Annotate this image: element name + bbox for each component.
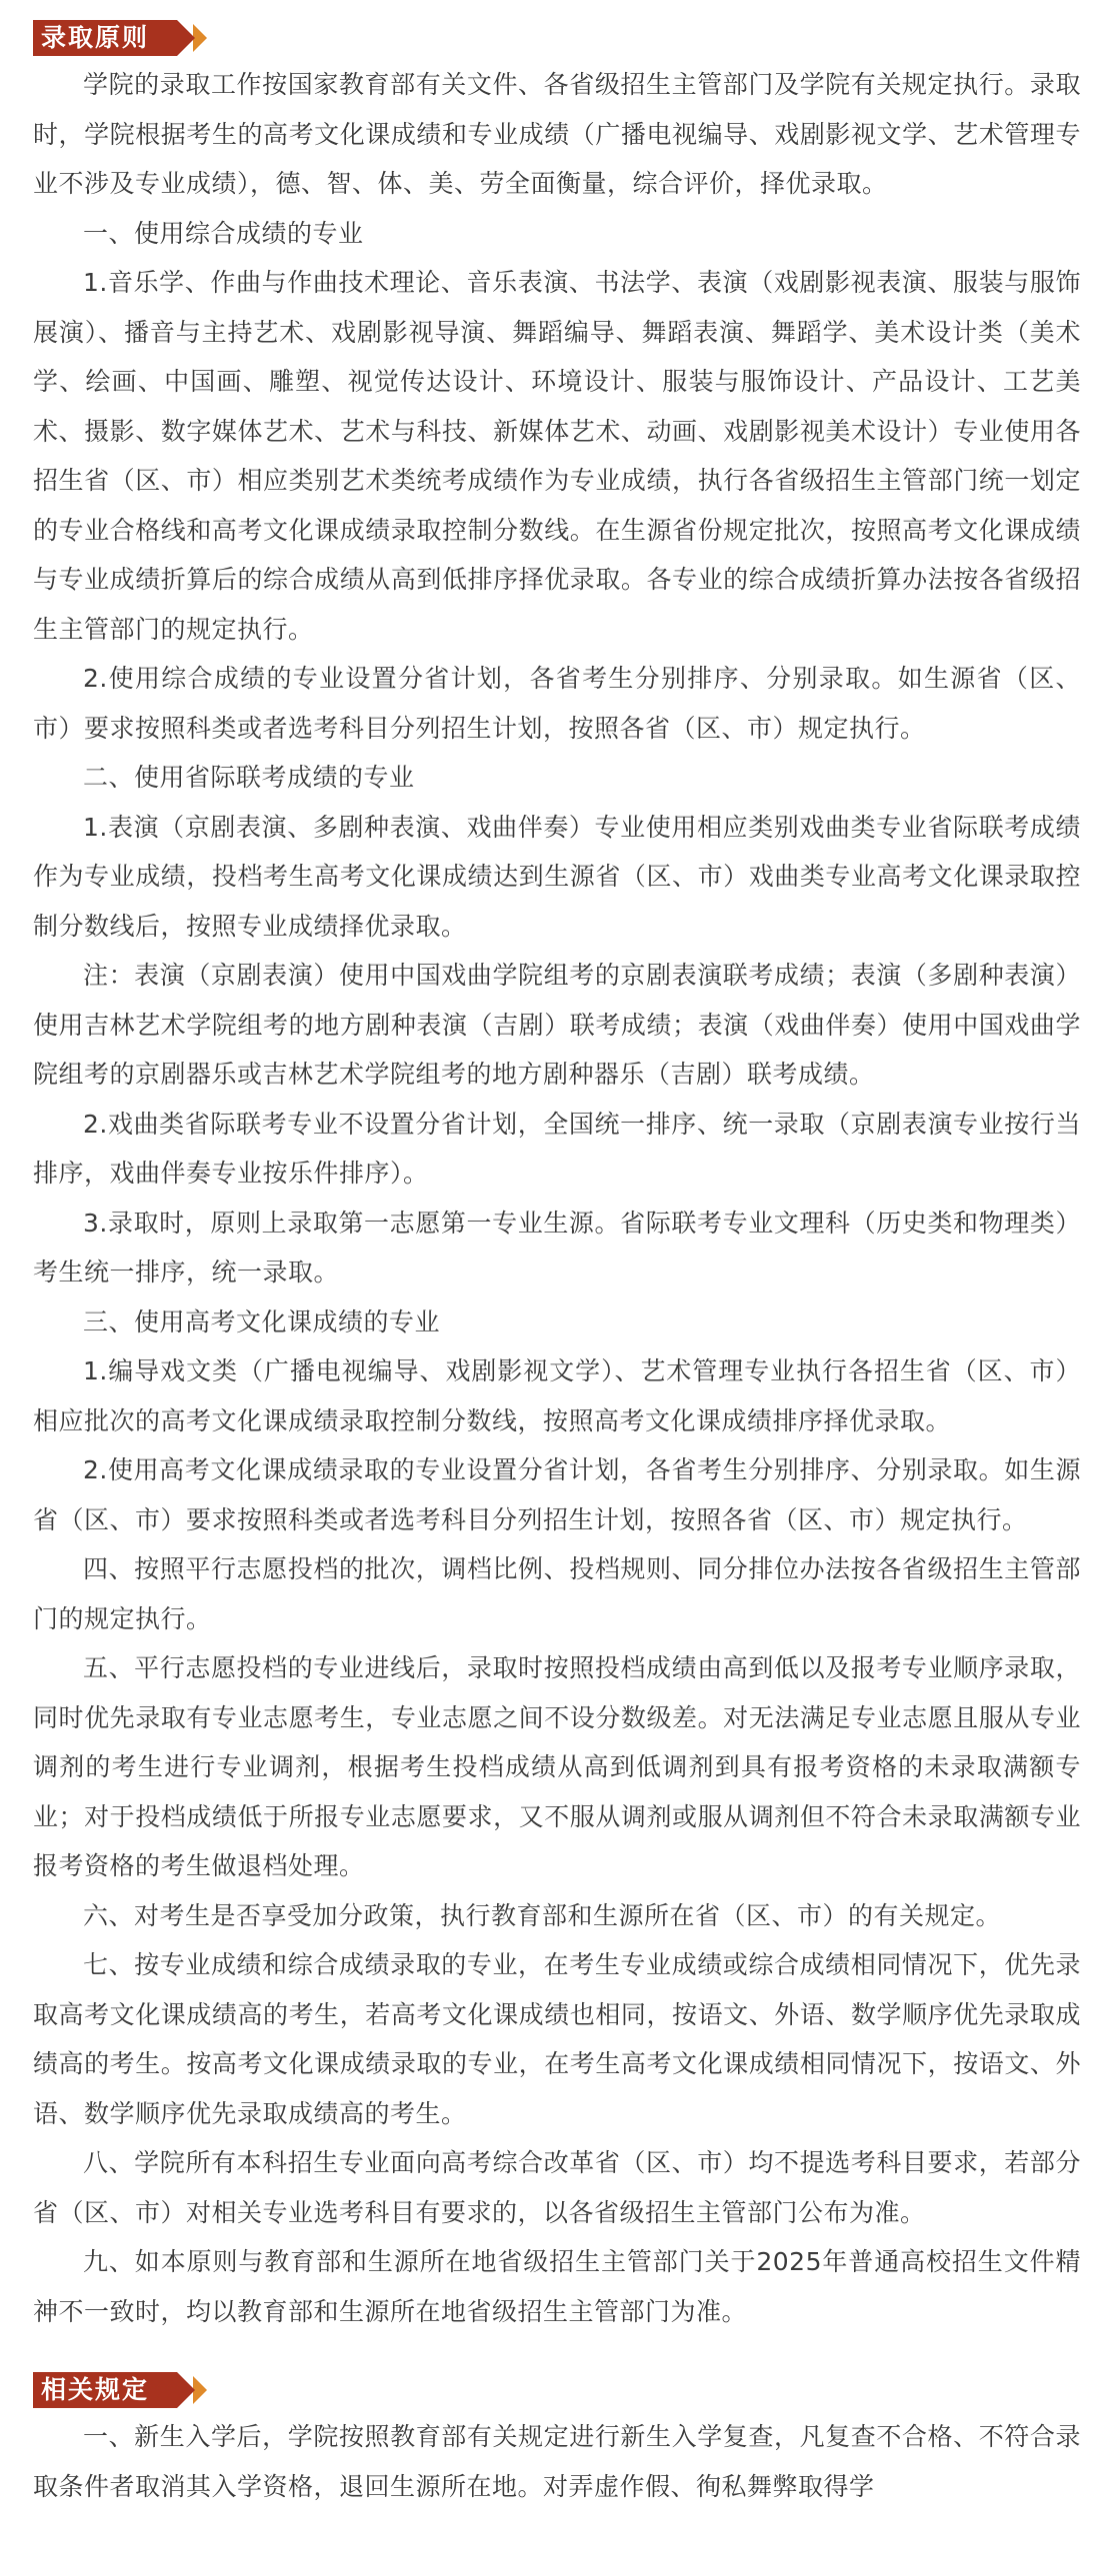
paragraph: 一、新生入学后，学院按照教育部有关规定进行新生入学复查，凡复查不合格、不符合录取条件者取消其入学资格，退回生源所在地。对弄虚作假、徇私舞弊取得学 (33, 2422, 1081, 2501)
section-heading-admission-principles: 录取原则 (33, 20, 177, 56)
paragraph: 注：表演（京剧表演）使用中国戏曲学院组考的京剧表演联考成绩；表演（多剧种表演）使用吉林艺术学院组考的地方剧种表演（吉剧）联考成绩；表演（戏曲伴奏）使用中国戏曲学院组考的京剧器乐或吉林艺术学院组考的地方剧种器乐（吉剧）联考成绩。 (33, 961, 1081, 1089)
paragraph: 3.录取时，原则上录取第一志愿第一专业生源。省际联考专业文理科（历史类和物理类）考生统一排序，统一录取。 (33, 1208, 1081, 1287)
paragraph: 二、使用省际联考成绩的专业 (83, 763, 415, 792)
paragraph: 七、按专业成绩和综合成绩录取的专业，在考生专业成绩或综合成绩相同情况下，优先录取高考文化课成绩高的考生，若高考文化课成绩也相同，按语文、外语、数学顺序优先录取成绩高的考生。按高考文化课成绩录取的专业，在考生高考文化课成绩相同情况下，按语文、外语、数学顺序优先录取成绩高的考生。 (33, 1950, 1081, 2128)
paragraph: 六、对考生是否享受加分政策，执行教育部和生源所在省（区、市）的有关规定。 (83, 1900, 1002, 1930)
paragraph: 2.戏曲类省际联考专业不设置分省计划，全国统一排序、统一录取（京剧表演专业按行当排序，戏曲伴奏专业按乐件排序）。 (33, 1109, 1081, 1188)
paragraph: 九、如本原则与教育部和生源所在地省级招生主管部门关于2025年普通高校招生文件精神不一致时，均以教育部和生源所在地省级招生主管部门为准。 (33, 2247, 1081, 2326)
article-body (33, 0, 1081, 2511)
paragraph: 四、按照平行志愿投档的批次，调档比例、投档规则、同分排位办法按各省级招生主管部门的规定执行。 (33, 1554, 1081, 1633)
paragraph: 学院的录取工作按国家教育部有关文件、各省级招生主管部门及学院有关规定执行。录取时，学院根据考生的高考文化课成绩和专业成绩（广播电视编导、戏剧影视文学、艺术管理专业不涉及专业成绩），德、智、体、美、劳全面衡量，综合评价，择优录取。 (33, 70, 1081, 198)
section-heading-related-regulations: 相关规定 (33, 2372, 177, 2408)
paragraph: 五、平行志愿投档的专业进线后，录取时按照投档成绩由高到低以及报考专业顺序录取，同时优先录取有专业志愿考生，专业志愿之间不设分数级差。对无法满足专业志愿且服从专业调剂的考生进行专业调剂，根据考生投档成绩从高到低调剂到具有报考资格的未录取满额专业；对于投档成绩低于所报专业志愿要求，又不服从调剂或服从调剂但不符合未录取满额专业报考资格的考生做退档处理。 (33, 1653, 1081, 1880)
paragraph: 1.表演（京剧表演、多剧种表演、戏曲伴奏）专业使用相应类别戏曲类专业省际联考成绩作为专业成绩，投档考生高考文化课成绩达到生源省（区、市）戏曲类专业高考文化课录取控制分数线后，按照专业成绩择优录取。 (33, 812, 1081, 941)
paragraph: 2.使用高考文化课成绩录取的专业设置分省计划，各省考生分别排序、分别录取。如生源省（区、市）要求按照科类或者选考科目分列招生计划，按照各省（区、市）规定执行。 (33, 1455, 1081, 1534)
paragraph: 2.使用综合成绩的专业设置分省计划，各省考生分别排序、分别录取。如生源省（区、市）要求按照科类或者选考科目分列招生计划，按照各省（区、市）规定执行。 (33, 664, 1081, 743)
paragraph: 1.编导戏文类（广播电视编导、戏剧影视文学）、艺术管理专业执行各招生省（区、市）相应批次的高考文化课成绩录取控制分数线，按照高考文化课成绩排序择优录取。 (33, 1356, 1081, 1435)
paragraph: 1.音乐学、作曲与作曲技术理论、音乐表演、书法学、表演（戏剧影视表演、服装与服饰展演）、播音与主持艺术、戏剧影视导演、舞蹈编导、舞蹈表演、舞蹈学、美术设计类（美术学、绘画、中国画、雕塑、视觉传达设计、环境设计、服装与服饰设计、产品设计、工艺美术、摄影、数字媒体艺术、艺术与科技、新媒体艺术、动画、戏剧影视美术设计）专业使用各招生省（区、市）相应类别艺术类统考成绩作为专业成绩，执行各省级招生主管部门统一划定的专业合格线和高考文化课成绩录取控制分数线。在生源省份规定批次，按照高考文化课成绩与专业成绩折算后的综合成绩从高到低排序择优录取。各专业的综合成绩折算办法按各省级招生主管部门的规定执行。 (33, 268, 1081, 644)
paragraph: 八、学院所有本科招生专业面向高考综合改革省（区、市）均不提选考科目要求，若部分省（区、市）对相关专业选考科目有要求的，以各省级招生主管部门公布为准。 (33, 2148, 1081, 2227)
paragraph: 三、使用高考文化课成绩的专业 (83, 1306, 441, 1336)
paragraph: 一、使用综合成绩的专业 (83, 218, 364, 248)
